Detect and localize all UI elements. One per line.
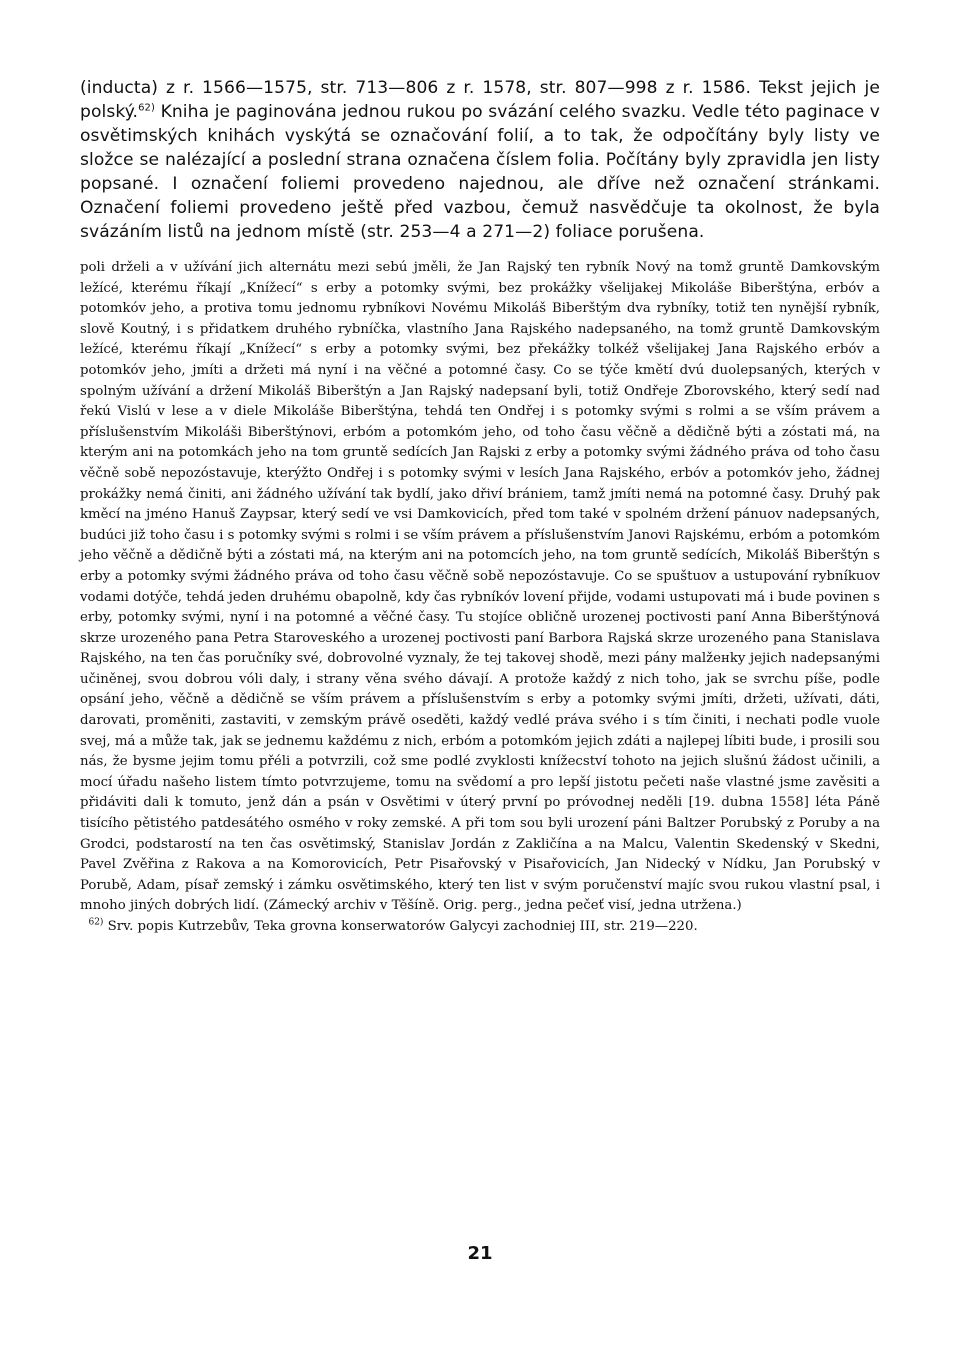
footnote-number: 62)	[88, 917, 104, 928]
page-number: 21	[467, 1243, 493, 1264]
main-line-1: (inducta) z r. 1566—1575, str. 713—806 z r. 1578, str. 807—998 z r. 1586.	[80, 78, 752, 98]
document-text: poli drželi a v užívání jich alternátu mezi sebú jměli, že Jan Rajský ten rybník Nový na tomž gruntě Damkovským ležícé, kterému říkají „Knížecí“ s erby a potomky svými, bez prokážky všelijakej Mikoláše Biberštýna, erbóv a potomkóv jeho, a protiva tomu jednomu rybníkovi Novému Mikoláš Biberštým dva rybníky, totiž ten nynější rybník, slově Koutný, i s přidatkem druhého rybníčka, vlastního Jana Rajského nadepsaného, na tomž gruntě Damkovským ležícé, kterému říkají „Knížecí“ s erby a potomky svými, bez překážky tolkéž všelijakej Jana Rajského erbóv a potomkóv jeho, jmíti a držeti má nyní i na věčné a potomné časy. Co se týče kmětí dvú duolepsaných, kterých v spolným užívání a držení Mikoláš Biberštýn a Jan Rajský nadepsaní byli, totiž Ondřeje Zborovského, který sedí nad řekú Vislú v lese a v diele Mikoláše Biberštýna, tehdá ten Ondřej i s potomky svými s rolmi a se vším právem a příslušenstvím Mikoláši Biberštýnovi, erbóm a potomkóm jeho, od toho času věčně a dědičně býti a zóstati má, na kterým ani na potomkách jeho na tom gruntě sedících Jan Rajski z erby a potomky svými žádného práva od toho času věčně sobě nepozóstavuje, kterýžto Ondřej i s potomky svými v lesích Jana Rajského, erbóv a potomkóv jeho, žádnej prokážky nemá činiti, ani žádného užívání tak bydlí, jako dřiví brániem, tamž jmíti nemá na potomné časy. Druhý pak kměcí na jméno Hanuš Zaypsar, který sedí ve vsi Damkovicích, před tom také v spolném držení pánuov nadepsaných, budúci již toho času i s potomky svými s rolmi i se vším právem a příslušenstvím Janovi Rajskému, erbóm a potomkóm jeho věčně a dědičně býti a zóstati má, na kterým ani na potomcích jeho, na tom gruntě sedících, Mikoláš Biberštýn s erby a potomky svými žádného práva od toho času věčně sobě nepozóstavuje. Co se spuštuov a ustupování rybníkuov vodami dotýče, tehdá jeden druhému obapolně, kdy čas rybníkóv lovení přijde, vodami ustupovati má i bude povinen s erby, potomky svými, nyní i na potomné a věčné časy. Tu stojíce obličně urozenej poctivosti paní Anna Biberštýnová skrze urozeného pana Petra Staroveského a urozenej poctivosti paní Barbora Rajská skrze urozeného pana Stanislava Rajského, na ten čas poručníky své, dobrovolné vyznaly, že tej takovej shodě, mezi pány malžенky jejich nadepsanými učiněnej, svou dobrou vóli daly, i strany věna svého dávají. A protože každý z nich toho, jak se svrchu píše, podle opsání jeho, věčně a dědičně se vším právem a příslušenstvím s erby a potomky svými jmíti, držeti, užívati, dáti, darovati, proměniti, zastaviti, v zemským právě oseděti, každý vedlé práva svého i s tím činiti, i nechati podle vuole svej, má a může tak, jak se jednemu každému z nich, erbóm a potomkóm jejich zdáti a najlepej líbiti bude, i prosili sou nás, že bysme jejim tomu přéli a potvrzili, což sme podlé zvyklosti knížecství tohoto na jejich slušnú žádost učinili, a mocí úřadu našeho listem tímto potvrzujeme, tomu na svědomí a pro lepší jistotu pečeti naše vlastné jsme zavěsiti a přidáviti dali k tomuto, jenž dán a psán v Osvětimi v úterý první po próvodnej neděli [19. dubna 1558] léta Páně tisícího pětistého patdesátého osmého v roky zemské. A při tom sou byli urození páni Baltzer Porubský z Poruby a na Grodci, podstarostí na ten čas osvětimský, Stanislav Jordán z Zakličína a na Malcu, Valentin Skedenský v Skedni, Pavel Zvěřina z Rakova a na Komorovicích, Petr Pisařovský v Pisařovicích, Jan Nidecký v Nídku, Jan Porubský v Porubě, Adam, písař zemský i zámku osvětimského, který ten list v svým poručenství majíc svou rukou vlastní psal, i mnoho jiných dobrých lidí. (Zámecký archiv v Těšíně. Orig. perg., jedna pečeť visí, jedna utržena.)	[80, 260, 880, 914]
main-line-2: Tekst jejich je polský.	[80, 78, 880, 122]
footnote-text: Srv. popis Kutrzebův, Teka grovna konserwatorów Galycyi zachodniej III, str. 219—220.	[107, 919, 698, 934]
document-page	[80, 76, 880, 938]
main-paragraph	[80, 76, 880, 244]
footnote-reference[interactable]: 62)	[138, 102, 156, 114]
main-line-3: Kniha je paginována jednou rukou po svázání celého svazku. Vedle této paginace v osvětimských knihách vyskýtá se označování folií, a to tak, že odpočítány byly listy ve složce se nalézající a poslední strana označena číslem folia. Počítány byly zpravidla jen listy popsané. I označení foliemi provedeno najednou, ale dříve než označení stránkami. Označení foliemi provedeno ještě před vazbou, čemuž nasvědčuje ta okolnost, že byla svázáním listů na jednom místě (str. 253—4 a 271—2) foliace porušena.	[80, 102, 880, 242]
footnote	[80, 917, 880, 938]
document-text-block	[80, 258, 880, 938]
